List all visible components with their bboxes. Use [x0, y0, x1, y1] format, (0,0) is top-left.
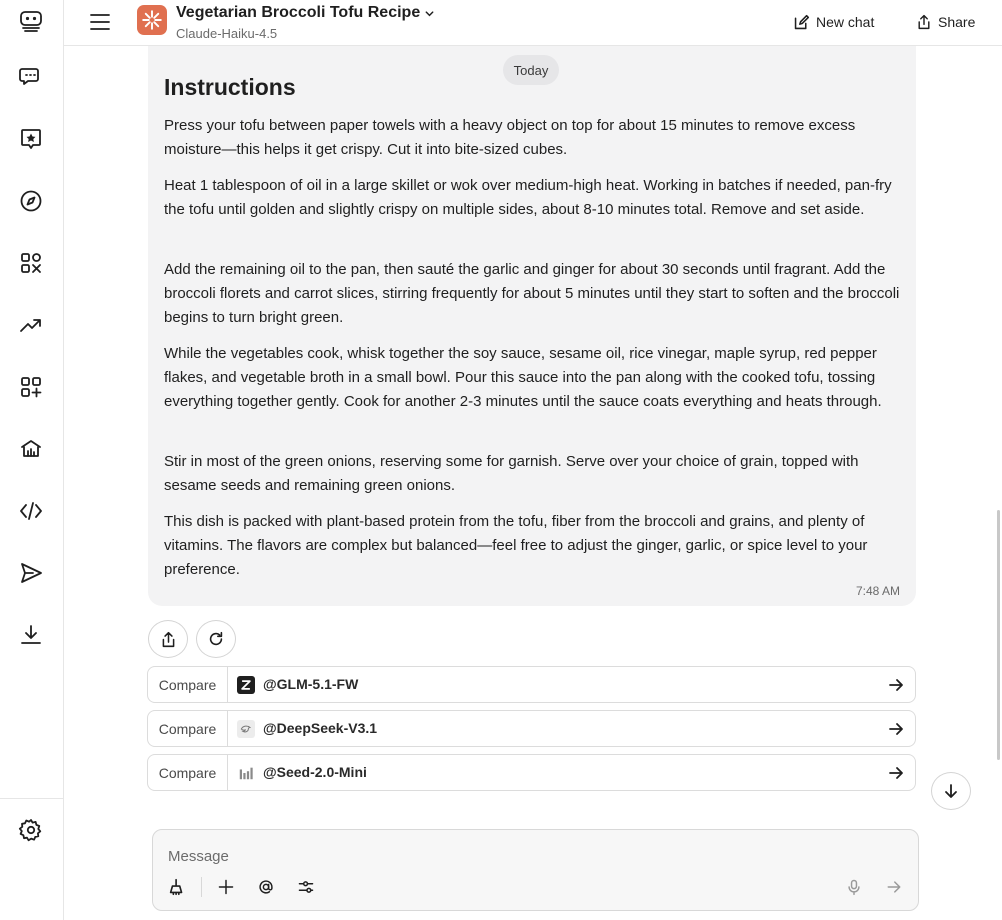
instruction-paragraph: This dish is packed with plant-based protein from the tofu, fiber from the broccoli and grains, and plenty of vitamins. The flavors are complex but balanced—feel free to adjust the ginger, garlic, or spice level to your preference.: [164, 513, 868, 578]
share-icon: [916, 14, 932, 30]
compare-row-glm[interactable]: [147, 666, 916, 703]
chevron-down-icon: [424, 8, 435, 19]
microphone-icon[interactable]: [843, 876, 865, 898]
trending-icon[interactable]: [16, 310, 46, 340]
left-rail: [0, 0, 64, 920]
instruction-paragraph: While the vegetables cook, whisk together the soy sauce, sesame oil, rice vinegar, maple syrup, red pepper flakes, and vegetable broth in a small bowl. Pour this sauce into the pan along with the cooked tofu, tossing everything together gently. Cook for another 2-3 minutes until the sauce coats everything and heats through.: [164, 345, 882, 410]
menu-hamburger-icon[interactable]: [88, 10, 112, 34]
compare-model-name: @Seed-2.0-Mini: [263, 764, 367, 780]
instruction-paragraph: Add the remaining oil to the pan, then sauté the garlic and ginger for about 30 seconds until fragrant. Add the broccoli florets and carrot slices, stirring frequently for about 5 minutes until they start to soften and the broccoli begins to turn bright green.: [164, 261, 900, 326]
message-composer: [152, 829, 919, 911]
code-icon[interactable]: [16, 496, 46, 526]
bot-avatar[interactable]: [137, 5, 167, 35]
explore-compass-icon[interactable]: [16, 186, 46, 216]
share-icon: [160, 631, 177, 648]
instruction-paragraph: Stir in most of the green onions, reserving some for garnish. Serve over your choice of grain, topped with sesame seeds and remaining green onions.: [164, 453, 859, 494]
starred-bots-icon[interactable]: [16, 124, 46, 154]
add-attachment-plus-icon[interactable]: [215, 876, 237, 898]
apps-grid-icon[interactable]: [16, 248, 46, 278]
send-icon[interactable]: [16, 558, 46, 588]
chat-title[interactable]: [176, 4, 435, 22]
message-timestamp: 7:48 AM: [855, 584, 900, 598]
share-message-button[interactable]: [148, 620, 188, 658]
new-chat-button[interactable]: [793, 10, 874, 34]
new-chat-label: New chat: [816, 14, 875, 30]
compare-label: Compare: [148, 711, 228, 746]
refresh-icon: [207, 630, 225, 648]
date-divider-pill: Today: [503, 55, 559, 85]
retry-button[interactable]: [196, 620, 236, 658]
chat-header: [64, 0, 1002, 46]
share-button[interactable]: [916, 10, 975, 34]
rail-divider: [0, 798, 63, 799]
instruction-paragraph: Heat 1 tablespoon of oil in a large skillet or wok over medium-high heat. Working in batches if needed, pan-fry the tofu until golden and slightly crispy on multiple sides, about 8-10 minutes total. Remove and set aside.: [164, 177, 892, 218]
seed-logo-icon: [237, 764, 255, 782]
compare-label: Compare: [148, 755, 228, 790]
scroll-to-bottom-button[interactable]: [931, 772, 971, 810]
chats-icon[interactable]: [16, 62, 46, 92]
compare-model-name: @DeepSeek-V3.1: [263, 720, 378, 736]
compare-model-name: @GLM-5.1-FW: [263, 676, 359, 692]
creators-icon[interactable]: [16, 434, 46, 464]
edit-pencil-icon: [793, 14, 810, 31]
glm-logo-icon: [237, 676, 255, 694]
compare-row-seed[interactable]: [147, 754, 916, 791]
poe-logo-icon[interactable]: [16, 6, 46, 36]
send-arrow-icon[interactable]: [883, 876, 905, 898]
arrow-right-icon: [887, 720, 905, 738]
create-bot-icon[interactable]: [16, 372, 46, 402]
bot-name[interactable]: Claude-Haiku-4.5: [176, 26, 278, 41]
deepseek-logo-icon: [237, 720, 255, 738]
compare-label: Compare: [148, 667, 228, 702]
claude-sunburst-icon: [140, 8, 164, 32]
instruction-paragraph: Press your tofu between paper towels with a heavy object on top for about 15 minutes to remove excess moisture—this helps it get crispy. Cut it into bite-sized cubes.: [164, 117, 856, 158]
share-label: Share: [938, 14, 976, 30]
clear-context-broom-icon[interactable]: [166, 876, 188, 898]
scrollbar-thumb[interactable]: [997, 510, 1000, 760]
arrow-down-icon: [942, 782, 960, 800]
chat-title-text: Vegetarian Broccoli Tofu Recipe: [176, 4, 421, 21]
composer-separator: [201, 877, 202, 897]
arrow-right-icon: [887, 764, 905, 782]
arrow-right-icon: [887, 676, 905, 694]
mention-at-icon[interactable]: [255, 876, 277, 898]
options-sliders-icon[interactable]: [295, 876, 317, 898]
download-icon[interactable]: [16, 620, 46, 650]
compare-row-deepseek[interactable]: [147, 710, 916, 747]
settings-gear-icon[interactable]: [16, 815, 46, 845]
instructions-heading: Instructions: [164, 74, 296, 100]
message-input[interactable]: [168, 844, 868, 868]
